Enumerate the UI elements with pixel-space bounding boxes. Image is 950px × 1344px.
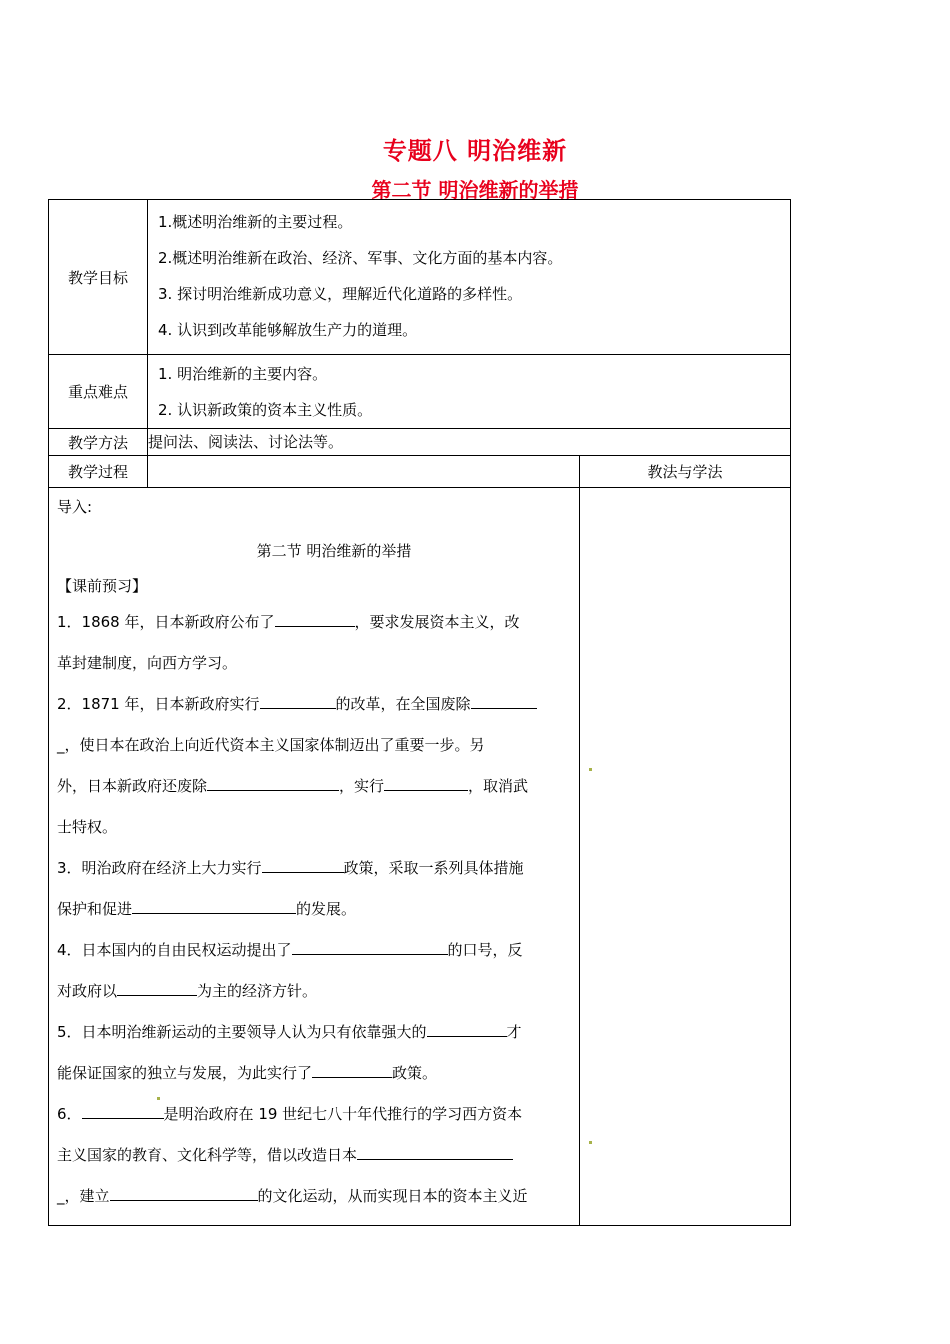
q2-text: 外，日本新政府还废除 <box>57 777 208 795</box>
q6-text: 是明治政府在 19 世纪七八十年代推行的学习西方资本 <box>163 1105 523 1123</box>
q6-text: _，建立 <box>57 1187 110 1205</box>
fill-blank[interactable] <box>110 1186 258 1201</box>
question-6-line3 <box>57 1176 571 1217</box>
process-label: 教学过程 <box>49 456 148 488</box>
speck-mark <box>157 1097 160 1100</box>
q6-text: 的文化运动，从而实现日本的资本主义近 <box>257 1187 528 1205</box>
q3-text: 3．明治政府在经济上大力实行 <box>57 859 262 877</box>
q2-text: ，取消武 <box>468 777 529 795</box>
teaching-method-column <box>580 488 791 1226</box>
key-points-label: 重点难点 <box>49 355 148 429</box>
question-3-cont <box>57 889 571 930</box>
key-points-cell <box>148 355 791 429</box>
q1-text: ，要求发展资本主义，改 <box>354 613 520 631</box>
speck-mark <box>589 768 592 771</box>
key-points-list <box>148 356 790 428</box>
q4-text: 的口号，反 <box>447 941 523 959</box>
objectives-list <box>148 200 790 354</box>
q2-text: 2．1871 年，日本新政府实行 <box>57 695 260 713</box>
question-2 <box>57 684 571 725</box>
fill-blank[interactable] <box>292 940 448 955</box>
objectives-label: 教学目标 <box>49 200 148 355</box>
process-blank-cell <box>148 456 580 488</box>
preview-heading: 【课前预习】 <box>57 577 148 595</box>
fill-blank[interactable] <box>132 899 296 914</box>
question-4-cont <box>57 971 571 1012</box>
method-row <box>49 429 791 456</box>
q2-text: ，实行 <box>339 777 385 795</box>
question-1-cont: 革封建制度，向西方学习。 <box>57 654 238 672</box>
q6-text: 主义国家的教育、文化科学等，借以改造日本 <box>57 1146 358 1164</box>
content-cell <box>49 488 580 1226</box>
q5-text: 政策。 <box>392 1064 438 1082</box>
fill-blank[interactable] <box>82 1104 164 1119</box>
objective-item: 4. 认识到改革能够解放生产力的道理。 <box>158 321 418 339</box>
objective-item: 1.概述明治维新的主要过程。 <box>158 213 353 231</box>
q4-text: 为主的经济方针。 <box>197 982 318 1000</box>
question-6-cont <box>57 1135 571 1176</box>
fill-blank[interactable] <box>207 776 339 791</box>
fill-blank[interactable] <box>384 776 468 791</box>
method-text: 提问法、阅读法、讨论法等。 <box>148 429 791 456</box>
question-6 <box>57 1094 571 1135</box>
key-points-row <box>49 355 791 429</box>
page-title: 专题八 明治维新 <box>382 137 568 165</box>
fill-blank[interactable] <box>427 1022 507 1037</box>
method-label: 教学方法 <box>49 429 148 456</box>
content-row <box>49 488 791 1226</box>
intro-label: 导入: <box>57 498 93 516</box>
fill-blank[interactable] <box>312 1063 392 1078</box>
key-point-item: 1. 明治维新的主要内容。 <box>158 364 328 383</box>
fill-blank[interactable] <box>471 694 537 709</box>
q5-text: 5．日本明治维新运动的主要领导人认为只有依靠强大的 <box>57 1023 427 1041</box>
q3-text: 保护和促进 <box>57 900 133 918</box>
question-5 <box>57 1012 571 1053</box>
q5-text: 才 <box>506 1023 522 1041</box>
page-subtitle: 第二节 明治维新的举措 <box>371 178 579 202</box>
fill-blank[interactable] <box>275 612 355 627</box>
q4-text: 对政府以 <box>57 982 118 1000</box>
key-point-item: 2. 认识新政策的资本主义性质。 <box>158 400 373 419</box>
q5-text: 能保证国家的独立与发展，为此实行了 <box>57 1064 313 1082</box>
process-header-row <box>49 456 791 488</box>
fill-blank[interactable] <box>357 1145 513 1160</box>
fill-blank[interactable] <box>262 858 344 873</box>
question-2-line4: 士特权。 <box>57 818 118 836</box>
speck-mark <box>589 1141 592 1144</box>
question-2-line3 <box>57 766 571 807</box>
q4-text: 4．日本国内的自由民权运动提出了 <box>57 941 292 959</box>
question-3 <box>57 848 571 889</box>
question-4 <box>57 930 571 971</box>
q3-text: 的发展。 <box>296 900 357 918</box>
objective-item: 2.概述明治维新在政治、经济、军事、文化方面的基本内容。 <box>158 249 563 267</box>
q6-text: 6． <box>57 1105 82 1123</box>
fill-blank[interactable] <box>117 981 197 996</box>
question-5-cont <box>57 1053 571 1094</box>
objective-item: 3. 探讨明治维新成功意义，理解近代化道路的多样性。 <box>158 285 523 303</box>
lesson-plan-table <box>48 199 791 1226</box>
question-2-cont: _，使日本在政治上向近代资本主义国家体制迈出了重要一步。另 <box>57 736 485 754</box>
q2-text: 的改革，在全国废除 <box>335 695 471 713</box>
method-column-header: 教法与学法 <box>580 456 791 488</box>
objectives-row <box>49 200 791 355</box>
section-title: 第二节 明治维新的举措 <box>256 542 412 560</box>
objectives-cell <box>148 200 791 355</box>
question-1 <box>57 602 571 643</box>
q3-text: 政策，采取一系列具体措施 <box>343 859 524 877</box>
q1-text: 1．1868 年，日本新政府公布了 <box>57 613 275 631</box>
fill-blank[interactable] <box>260 694 336 709</box>
